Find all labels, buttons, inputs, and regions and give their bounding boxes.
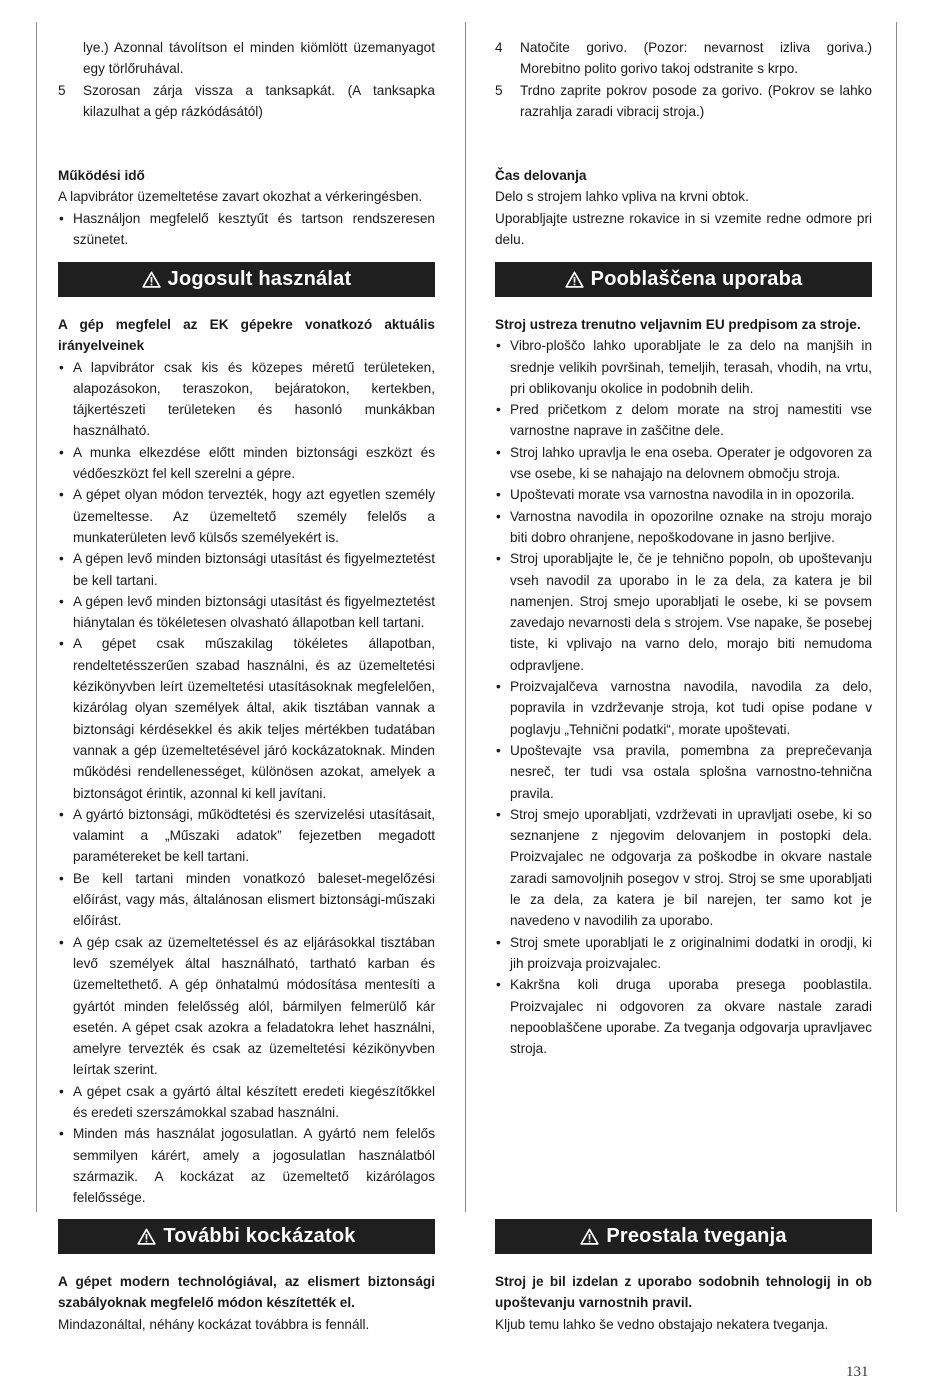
paragraph: Kljub temu lahko še vedno obstajajo nekatera tveganja.	[495, 1316, 829, 1332]
section-lead: A gépet modern technológiával, az elismert biztonsági szabályoknak megfelelő módon készítették el.	[58, 1274, 435, 1311]
list-item: • Upoštevati morate vsa varnostna navodila in in opozorila.	[495, 484, 872, 505]
list-item: • A gépet olyan módon tervezték, hogy azt egyetlen személy üzemeltesse. Az üzemeltető személy felelős a munkaterületen levő külsős személyekért is.	[58, 484, 435, 548]
banner-title: További kockázatok	[163, 1224, 356, 1247]
list-item: • A gép csak az üzemeltetéssel és az eljárásokkal tisztában levő személyek által használható, tartható karban és üzemeltethető. A gép önhatalmú módosítása mentesíti a gyártót minden felelősség alól, bármilyen felmerülő kár esetén. A gépet csak azokra a feladatokra lehet használni, amelyre tervezték és csak az üzemeltetési kézikönyvben leírtak szerint.	[58, 932, 435, 1081]
section-banner-authorized-use	[495, 262, 872, 297]
residual-risks-section	[58, 1271, 435, 1335]
section-heading: Működési idő	[58, 168, 145, 183]
authorized-use-section	[58, 314, 435, 1208]
numbered-item-text: Szorosan zárja vissza a tanksapkát. (A tanksapka kilazulhat a gép rázkódásától)	[83, 82, 435, 119]
list-item: • Varnostna navodila in opozorilne oznake na stroju morajo biti dobro ohranjene, nepoškodovane in jasno berljive.	[495, 506, 872, 549]
list-item: • Pred pričetkom z delom morate na stroj namestiti vse varnostne naprave in zaščitne dele.	[495, 399, 872, 442]
column-rule-left	[36, 22, 37, 1212]
section-lead: Stroj ustreza trenutno veljavnim EU predpisom za stroje.	[495, 317, 861, 332]
page-number: 131	[846, 1364, 869, 1380]
section-lead: Stroj je bil izdelan z uporabo sodobnih tehnologij in ob upoštevanju varnostnih pravil.	[495, 1274, 872, 1311]
warning-triangle-icon	[137, 1228, 156, 1245]
bullet-list	[495, 335, 872, 1059]
section-heading: Čas delovanja	[495, 168, 587, 183]
paragraph: A lapvibrátor üzemeltetése zavart okozhat a vérkeringésben.	[58, 189, 423, 205]
numbered-item	[58, 37, 435, 80]
warning-triangle-icon	[580, 1228, 599, 1245]
list-item: • Stroj smejo uporabljati, vzdrževati in upravljati osebe, ki so seznanjene z njegovim delovanjem in postopki dela. Proizvajalec ne odgovarja za poškodbe in okvare nastale zaradi samovoljnih posegov v stroj. Stroj se sme uporabljati le za dela, za katera je bil narejen, ter samo kot je navedeno v navodilih za uporabo.	[495, 804, 872, 932]
residual-risks-section	[495, 1271, 872, 1335]
section-lead: A gép megfelel az EK gépekre vonatkozó aktuális irányelveinek	[58, 317, 435, 354]
list-item: • Minden más használat jogosulatlan. A gyártó nem felelős semmilyen kárért, amely a jogosulatlan használatból származik. A kockázat az üzemeltető kizárólagos felelőssége.	[58, 1123, 435, 1208]
banner-title: Jogosult használat	[167, 267, 352, 290]
item-number: 5	[495, 82, 503, 98]
list-item: • A lapvibrátor csak kis és közepes méretű területeken, alapozásokon, teraszokon, bejáratokon, kertekben, tájkertészeti területeken és hasonló munkákban használható.	[58, 357, 435, 442]
column-rule-center	[465, 22, 466, 1212]
list-item: • Stroj smete uporabljati le z originalnimi dodatki in orodji, ki jih proizvaja proizvajalec.	[495, 932, 872, 975]
list-item: • A gyártó biztonsági, működtetési és szervizelési utasításait, valamint a „Műszaki adatok” fejezetben megadott paramétereket be kell tartani.	[58, 804, 435, 868]
list-item: • Be kell tartani minden vonatkozó baleset-megelőzési előírást, vagy más, általánosan elismert biztonsági-műszaki előírást.	[58, 868, 435, 932]
numbered-item-text: lye.) Azonnal távolítson el minden kiömlött üzemanyagot egy törlőruhával.	[83, 40, 435, 77]
banner-title: Preostala tveganja	[606, 1224, 787, 1247]
list-item: • Vibro-ploščo lahko uporabljate le za delo na manjših in srednje velikih površinah, temeljih, terasah, vhodih, na vrtu, pri oblikovanju okolice in podobnih delih.	[495, 335, 872, 399]
paragraph: Mindazonáltal, néhány kockázat továbbra is fennáll.	[58, 1316, 370, 1332]
list-item: • Upoštevajte vsa pravila, pomembna za preprečevanja nesreč, ter tudi vsa ostala splošna varnostno-tehnična pravila.	[495, 740, 872, 804]
list-item: • A gépen levő minden biztonsági utasítást és figyelmeztetést hiánytalan és tökéletesen olvasható állapotban kell tartani.	[58, 591, 435, 634]
continuation-list	[58, 37, 435, 122]
operating-time-section	[495, 165, 872, 250]
section-banner-residual-risks	[58, 1219, 435, 1254]
numbered-item-text: Trdno zaprite pokrov posode za gorivo. (Pokrov se lahko razrahlja zaradi vibracij stroja.)	[520, 82, 872, 119]
paragraph: Delo s strojem lahko vpliva na krvni obtok.	[495, 189, 749, 205]
bullet-list	[58, 208, 435, 251]
list-item: • Használjon megfelelő kesztyűt és tartson rendszeresen szünetet.	[58, 208, 435, 251]
list-item: • A gépet csak műszakilag tökéletes állapotban, rendeltetésszerűen szabad használni, és az üzemeltetési kézikönyvben leírt üzemeltetési utasításoknak megfelelően, kizárólag olyan személyek által, akik tisztában vannak a biztonsági kérdésekkel és akik teljes mértékben tudatában vannak a gép üzemeltetésével járó kockázatoknak. Minden működési rendellenességet, különösen azokat, amelyek a biztonságot érintik, azonnal ki kell javítani.	[58, 633, 435, 803]
item-number: 4	[495, 40, 503, 55]
list-item: • Stroj lahko upravlja le ena oseba. Operater je odgovoren za vse osebe, ki se nahajajo na delovnem območju stroja.	[495, 442, 872, 485]
numbered-item	[58, 80, 435, 123]
numbered-item	[495, 80, 872, 123]
warning-triangle-icon	[565, 271, 584, 288]
list-item: • Kakršna koli druga uporaba presega pooblastila. Proizvajalec ni odgovoren za okvare nastale zaradi nepooblaščene uporabe. Za tveganja odgovarja upravljavec stroja.	[495, 974, 872, 1059]
warning-triangle-icon	[142, 271, 161, 288]
list-item: • A munka elkezdése előtt minden biztonsági eszközt és védőeszközt fel kell szerelni a gépre.	[58, 442, 435, 485]
numbered-item-text: Natočite gorivo. (Pozor: nevarnost izliva goriva.) Morebitno polito gorivo takoj odstranite s krpo.	[520, 40, 872, 77]
list-item: • Stroj uporabljajte le, če je tehnično popoln, ob upoštevanju vseh navodil za uporabo in le za dela, za katera je bil namenjen. Stroj smejo uporabljati le osebe, ki se povsem zavedajo nevarnosti dela s strojem. Vse napake, še posebej tiste, ki vplivajo na varno delo, morajo biti nemudoma odpravljene.	[495, 548, 872, 676]
numbered-item	[495, 37, 872, 80]
continuation-list	[495, 37, 872, 122]
item-number: 5	[58, 82, 66, 98]
list-item: • A gépen levő minden biztonsági utasítást és figyelmeztetést be kell tartani.	[58, 548, 435, 591]
section-banner-authorized-use	[58, 262, 435, 297]
section-banner-residual-risks	[495, 1219, 872, 1254]
bullet-list	[58, 357, 435, 1209]
list-item: • Proizvajalčeva varnostna navodila, navodila za delo, popravila in vzdrževanje stroja, kot tudi opise podane v poglavju „Tehnični podatki“, morate upoštevati.	[495, 676, 872, 740]
operating-time-section	[58, 165, 435, 250]
authorized-use-section	[495, 314, 872, 1059]
column-rule-right	[896, 22, 897, 1212]
paragraph: Uporabljajte ustrezne rokavice in si vzemite redne odmore pri delu.	[495, 210, 872, 247]
list-item: • A gépet csak a gyártó által készített eredeti kiegészítőkkel és eredeti szerszámokkal szabad használni.	[58, 1081, 435, 1124]
banner-title: Pooblaščena uporaba	[590, 267, 803, 290]
